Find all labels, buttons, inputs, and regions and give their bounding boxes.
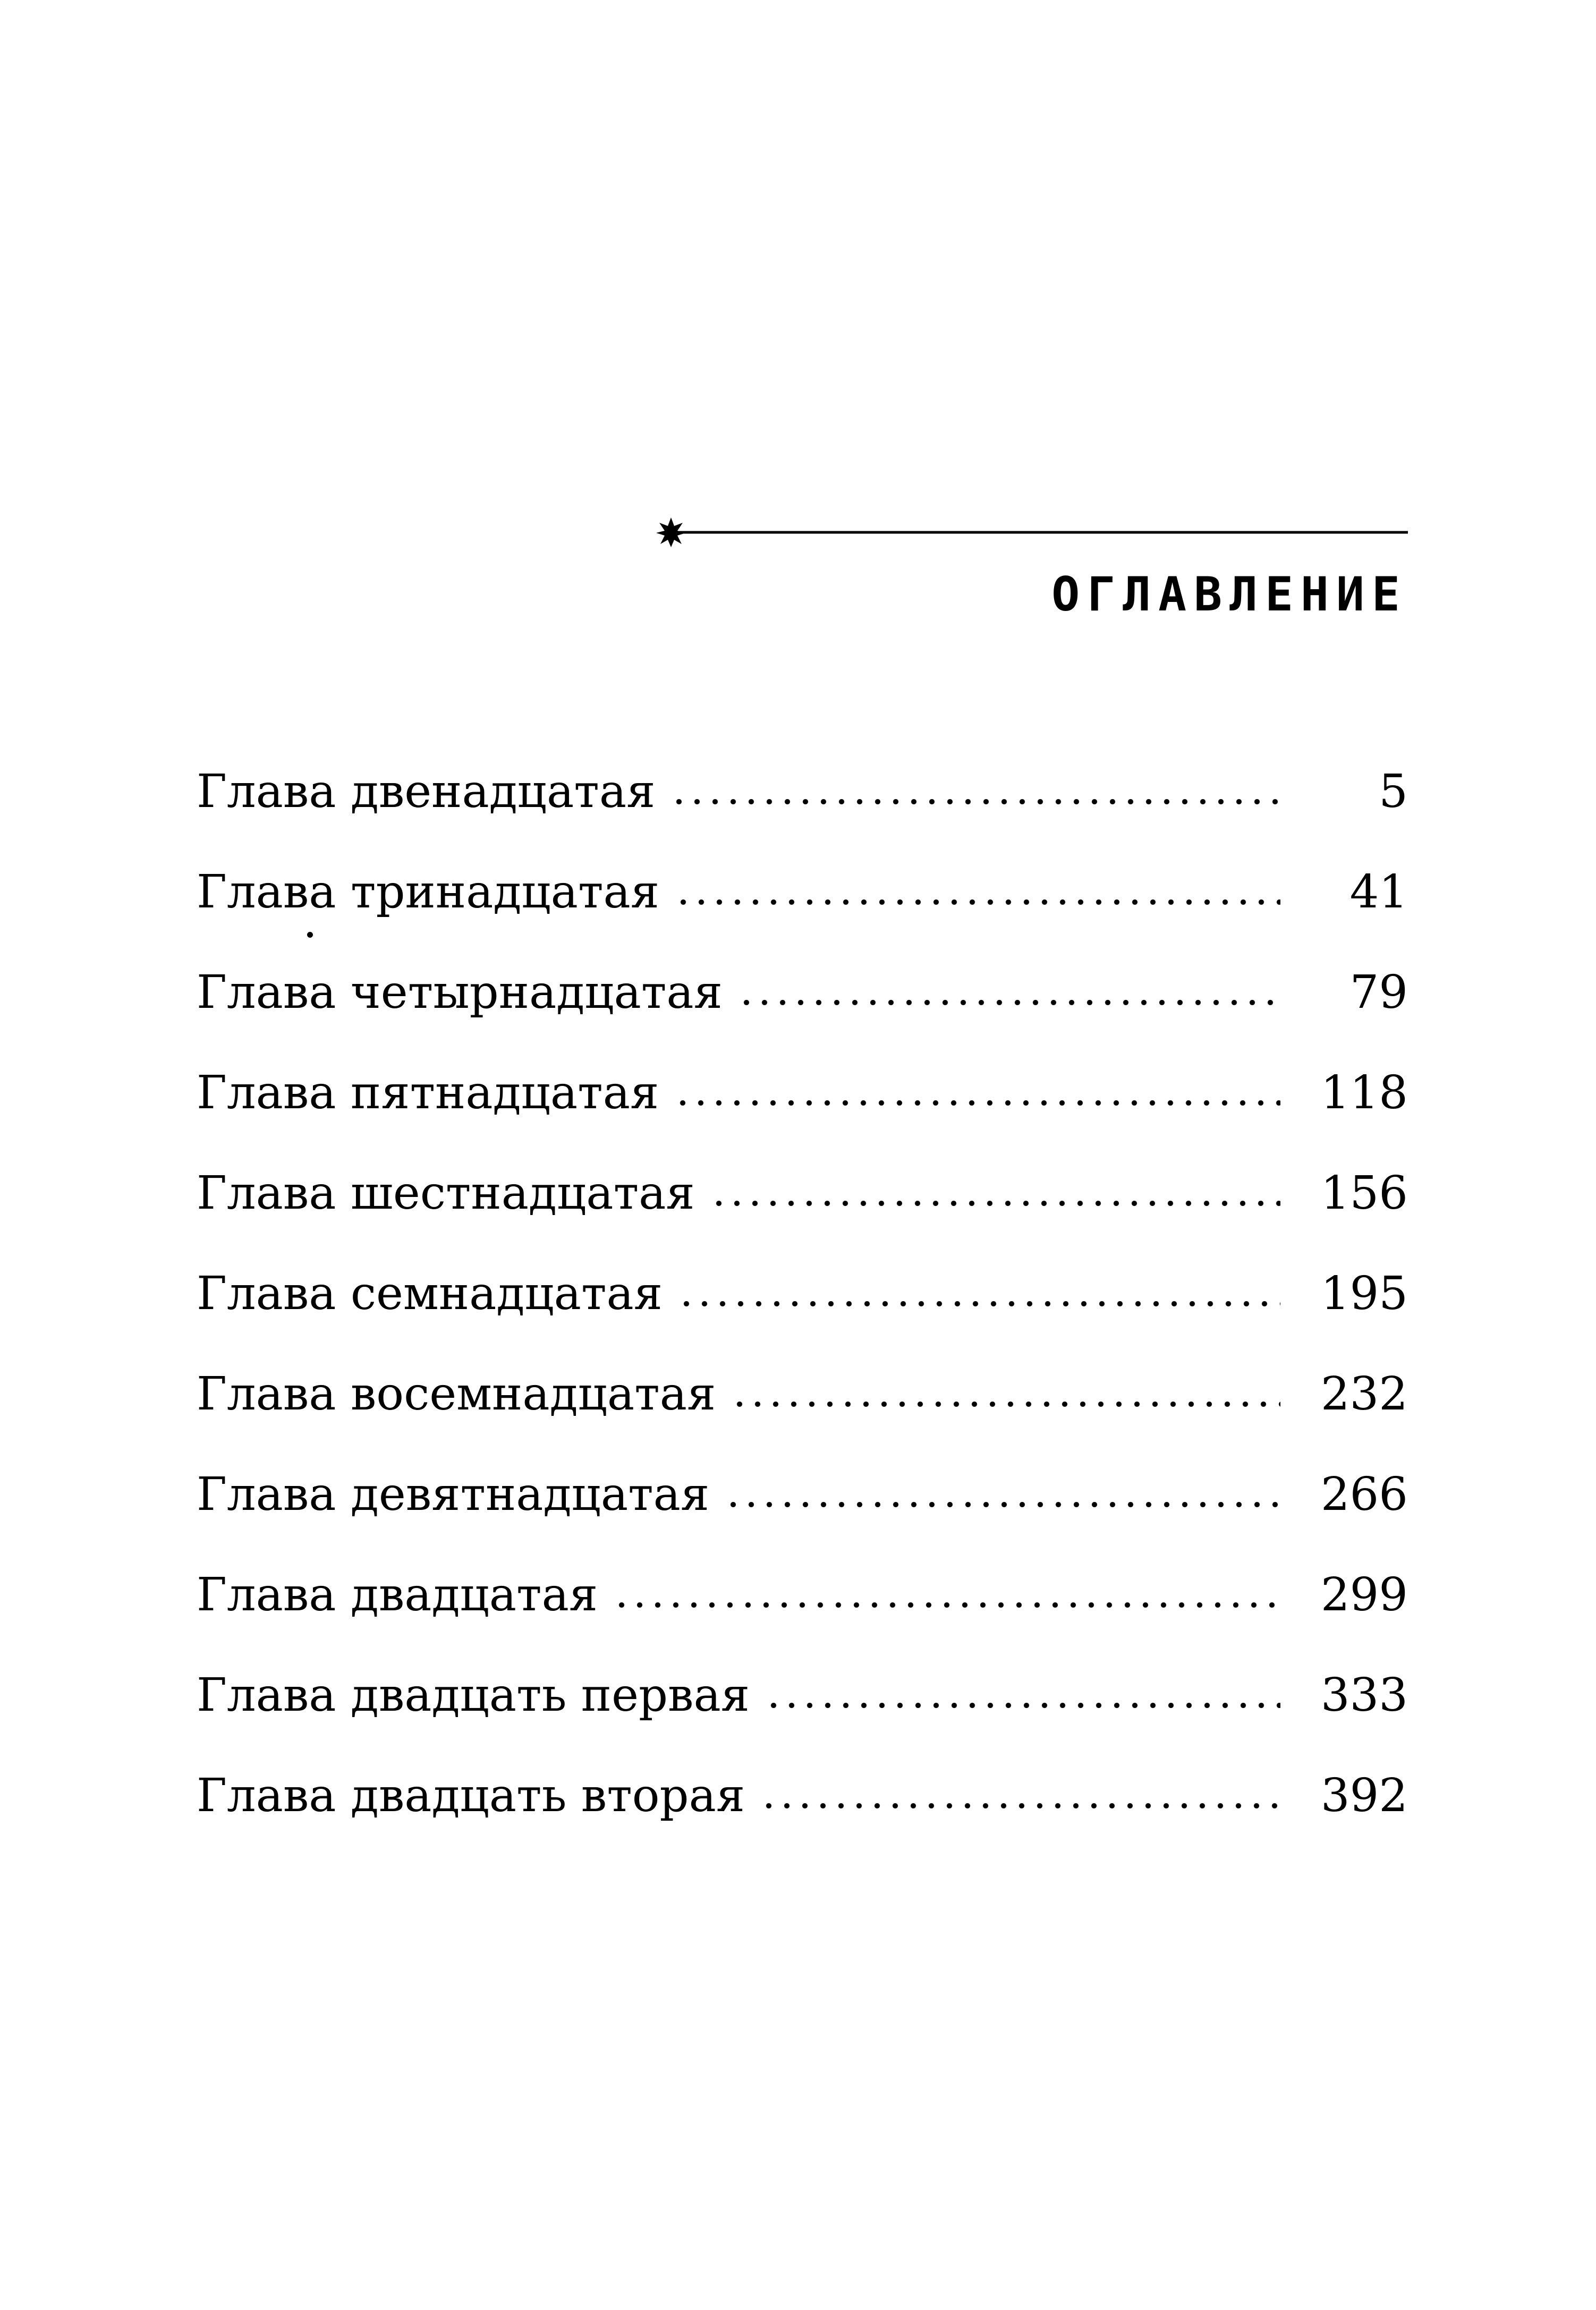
toc-entry-15[interactable]	[197, 1042, 1408, 1143]
dot-leader	[613, 1602, 1280, 1608]
dot-leader	[710, 1201, 1280, 1206]
toc-entry-16[interactable]	[197, 1143, 1408, 1243]
toc-entry-page: 266	[1320, 1467, 1408, 1521]
toc-entry-label: Глава тринадцатая	[197, 865, 660, 919]
toc-entry-page: 41	[1349, 865, 1408, 919]
dot-leader	[737, 1000, 1280, 1005]
toc-entry-13[interactable]	[197, 842, 1408, 942]
toc-entry-19[interactable]	[197, 1444, 1408, 1544]
dot-leader	[760, 1803, 1280, 1808]
toc-entry-label: Глава девятнадцатая	[197, 1467, 710, 1521]
toc-entry-page: 118	[1320, 1066, 1408, 1119]
toc-entry-page: 392	[1320, 1769, 1408, 1822]
dot-leader	[765, 1703, 1280, 1708]
toc-entry-page: 195	[1320, 1267, 1408, 1320]
toc-entry-page: 79	[1349, 965, 1408, 1019]
toc-entry-label: Глава семнадцатая	[197, 1267, 663, 1320]
toc-entry-page: 232	[1320, 1367, 1408, 1421]
toc-entry-17[interactable]	[197, 1243, 1408, 1344]
toc-entry-label: Глава пятнадцатая	[197, 1066, 659, 1119]
toc-entry-label: Глава восемнадцатая	[197, 1367, 716, 1421]
dot-leader	[674, 1100, 1280, 1106]
dot-leader	[677, 1301, 1280, 1306]
dot-leader	[674, 899, 1280, 905]
star-icon	[656, 516, 1408, 548]
dot-leader	[731, 1402, 1280, 1407]
toc-entry-18[interactable]	[197, 1344, 1408, 1444]
toc-entry-22[interactable]	[197, 1745, 1408, 1846]
toc-entry-label: Глава двадцать вторая	[197, 1769, 745, 1822]
toc-entry-page: 156	[1320, 1166, 1408, 1220]
toc-entry-label: Глава четырнадцатая	[197, 965, 723, 1019]
toc-entry-page: 333	[1320, 1668, 1408, 1722]
toc-entry-label: Глава двадцатая	[197, 1568, 598, 1621]
toc-entry-label: Глава двенадцатая	[197, 765, 656, 818]
page-title: ОГЛАВЛЕНИЕ	[1051, 567, 1407, 622]
toc-entry-label: Глава двадцать первая	[197, 1668, 750, 1722]
table-of-contents	[197, 741, 1408, 1846]
heading-ornament	[656, 516, 1408, 548]
toc-entry-14[interactable]	[197, 942, 1408, 1042]
dot-leader	[724, 1502, 1280, 1507]
toc-entry-page: 299	[1320, 1568, 1408, 1621]
dot-leader	[670, 799, 1280, 804]
toc-entry-21[interactable]	[197, 1645, 1408, 1745]
print-speck	[307, 932, 313, 938]
toc-entry-label: Глава шестнадцатая	[197, 1166, 695, 1220]
toc-entry-page: 5	[1379, 765, 1408, 818]
toc-entry-20[interactable]	[197, 1544, 1408, 1645]
toc-entry-12[interactable]	[197, 741, 1408, 842]
